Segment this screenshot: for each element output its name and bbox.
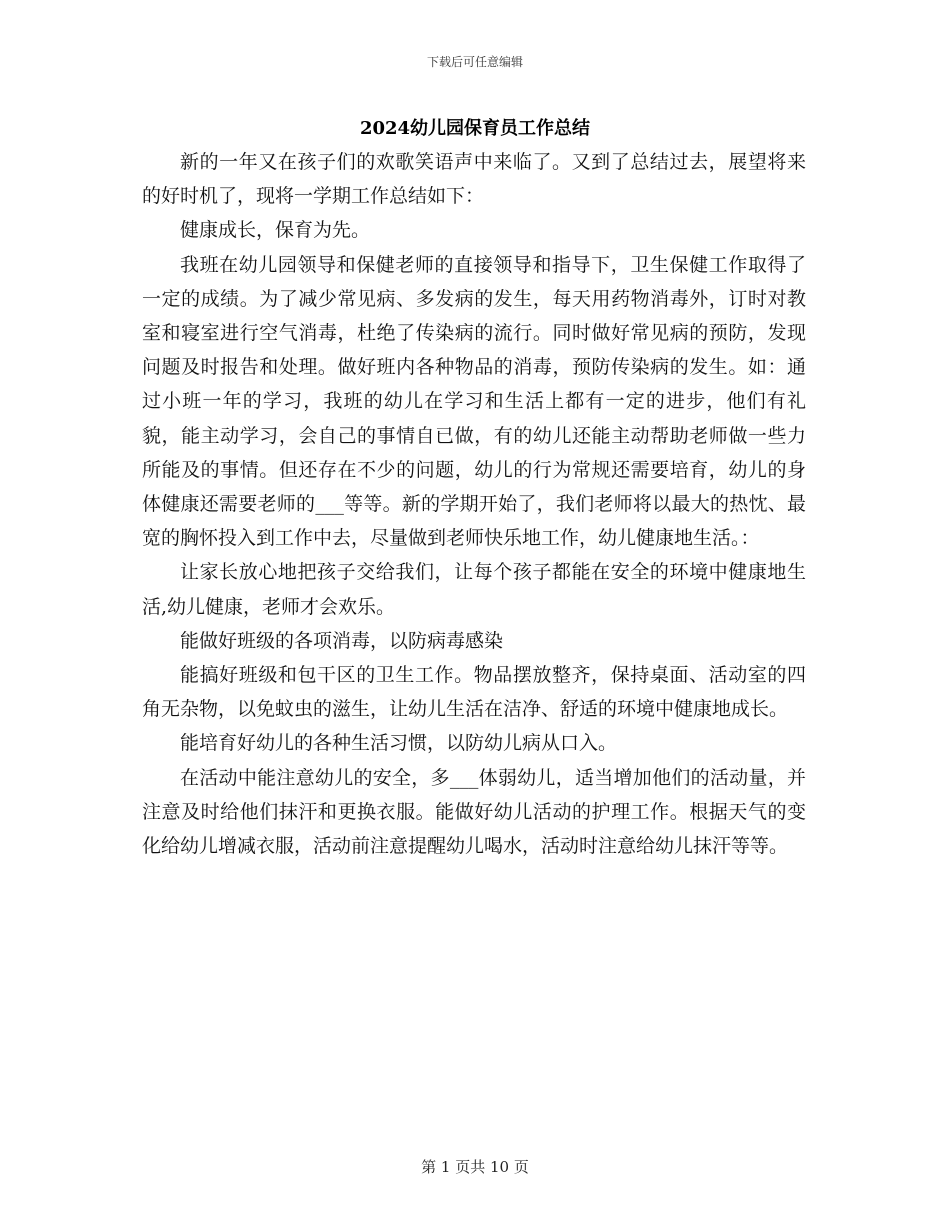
header-note: 下载后可任意编辑 <box>426 55 523 69</box>
paragraph-activity-safety: 在活动中能注意幼儿的安全，多___体弱幼儿，适当增加他们的活动量，并注意及时给他们抹汗和更换衣服。能做好幼儿活动的护理工作。根据天气的变化给幼儿增减衣服，活动前注意提醒幼儿喝水，活动时注意给幼儿抹汗等等。 <box>142 766 806 858</box>
paragraph-parent-trust: 让家长放心地把孩子交给我们，让每个孩子都能在安全的环境中健康地生活,幼儿健康，老师才会欢乐。 <box>142 561 806 618</box>
paragraph-habits: 能培育好幼儿的各种生活习惯，以防幼儿病从口入。 <box>180 732 618 755</box>
document-title: 2024幼儿园保育员工作总结 <box>359 118 591 139</box>
paragraph-intro: 新的一年又在孩子们的欢歌笑语声中来临了。又到了总结过去，展望将来的好时机了，现将一学期工作总结如下： <box>142 151 806 208</box>
paragraph-disinfection: 能做好班级的各项消毒，以防病毒感染 <box>180 629 504 652</box>
document-body <box>142 145 806 863</box>
paragraph-heading-health: 健康成长，保育为先。 <box>180 219 371 242</box>
paragraph-cleaning: 能搞好班级和包干区的卫生工作。物品摆放整齐，保持桌面、活动室的四角无杂物，以免蚊虫的滋生，让幼儿生活在洁净、舒适的环境中健康地成长。 <box>142 664 806 721</box>
page-number: 第 1 页共 10 页 <box>421 1158 529 1176</box>
paragraph-hygiene-work: 我班在幼儿园领导和保健老师的直接领导和指导下，卫生保健工作取得了一定的成绩。为了减少常见病、多发病的发生，每天用药物消毒外，订时对教室和寝室进行空气消毒，杜绝了传染病的流行。同时做好常见病的预防，发现问题及时报告和处理。做好班内各种物品的消毒，预防传染病的发生。如：通过小班一年的学习，我班的幼儿在学习和生活上都有一定的进步，他们有礼貌，能主动学习，会自己的事情自已做，有的幼儿还能主动帮助老师做一些力所能及的事情。但还存在不少的问题，幼儿的行为常规还需要培育，幼儿的身体健康还需要老师的___等等。新的学期开始了，我们老师将以最大的热忱、最宽的胸怀投入到工作中去，尽量做到老师快乐地工作，幼儿健康地生活。： <box>142 253 806 550</box>
